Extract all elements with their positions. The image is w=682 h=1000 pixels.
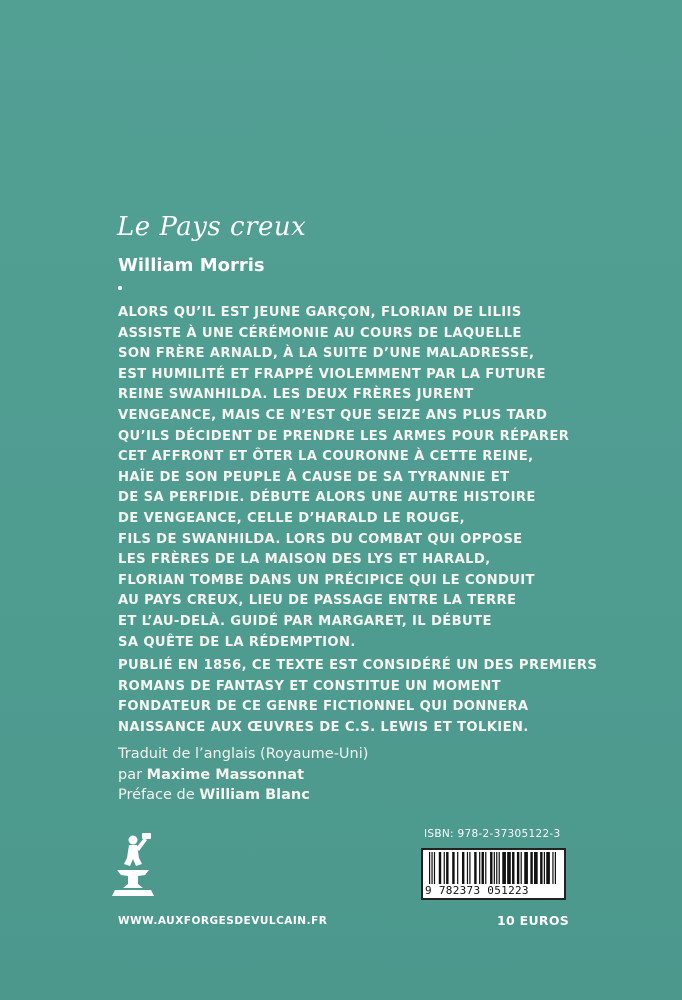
bullet-separator (118, 286, 122, 290)
summary-line: FLORIAN TOMBE DANS UN PRÉCIPICE QUI LE CONDUIT (118, 572, 535, 588)
preface-author-name: William Blanc (199, 787, 310, 803)
book-title: Le Pays creux (117, 212, 307, 242)
barcode-bar (544, 852, 545, 884)
summary-line: LES FRÈRES DE LA MAISON DES LYS ET HARALD, (118, 552, 491, 568)
publication-line: PUBLIÉ EN 1856, CE TEXTE EST CONSIDÉRÉ UN DES PREMIERS (118, 658, 598, 673)
barcode-bar (540, 852, 542, 884)
summary-line: ALORS QU’IL EST JEUNE GARÇON, FLORIAN DE LILIIS (118, 305, 522, 320)
price-label: 10 EUROS (497, 913, 570, 928)
publication-line: ROMANS DE FANTASY ET CONSTITUE UN MOMENT (118, 678, 501, 694)
barcode-bars (423, 850, 564, 886)
barcode-bar (552, 852, 553, 884)
translated-from-line: Traduit de l’anglais (Royaume-Uni) (118, 746, 369, 762)
publication-line: FONDATEUR DE CE GENRE FICTIONNEL QUI DONNERA (118, 699, 529, 715)
summary-line: EST HUMILITÉ ET FRAPPÉ VIOLEMMENT PAR LA FUTURE (118, 366, 546, 382)
publication-line: NAISSANCE AUX ŒUVRES DE C.S. LEWIS ET TOLKIEN. (118, 719, 529, 735)
summary-line: CET AFFRONT ET ÔTER LA COURONNE À CETTE REINE, (118, 449, 534, 465)
publication-note (118, 656, 598, 738)
summary-line: REINE SWANHILDA. LES DEUX FRÈRES JURENT (118, 387, 474, 403)
summary-line: FILS DE SWANHILDA. LORS DU COMBAT QUI OPPOSE (118, 531, 523, 547)
summary-line: SA QUÊTE DE LA RÉDEMPTION. (118, 634, 356, 650)
summary-line: VENGEANCE, MAIS CE N’EST QUE SEIZE ANS PLUS TARD (118, 407, 548, 423)
barcode-bar (429, 852, 430, 884)
summary-line: ET L’AU-DELÀ. GUIDÉ PAR MARGARET, IL DÉBUTE (118, 613, 492, 629)
summary-line: DE VENGEANCE, CELLE D’HARALD LE ROUGE, (118, 510, 465, 526)
barcode-bar (446, 852, 448, 884)
barcode-bar (462, 852, 464, 884)
barcode-bar (512, 852, 514, 884)
summary-line: HAÏE DE SON PEUPLE À CAUSE DE SA TYRANNIE ET (118, 469, 510, 485)
barcode-bar (467, 852, 468, 884)
publisher-website: WWW.AUXFORGESDEVULCAIN.FR (118, 915, 328, 927)
barcode-bar (496, 852, 497, 884)
barcode-bar (530, 852, 532, 884)
preface-prefix: Préface de (118, 787, 195, 803)
barcode-bar (452, 852, 454, 884)
barcode-bar (482, 852, 484, 884)
summary-line: ASSISTE À UNE CÉRÉMONIE AU COURS DE LAQUELLE (118, 325, 522, 341)
summary-text (118, 303, 578, 653)
summary-line: DE SA PERFIDIE. DÉBUTE ALORS UNE AUTRE HISTOIRE (118, 490, 536, 506)
translator-name: Maxime Massonnat (146, 766, 304, 783)
barcode-bar (485, 852, 486, 884)
translator-line (118, 765, 368, 786)
blacksmith-anvil-logo-icon (109, 828, 157, 898)
barcode-bar (524, 852, 528, 884)
barcode-bar (546, 852, 550, 884)
barcode-bar (555, 852, 556, 884)
barcode-bar (457, 852, 458, 884)
translator-prefix: par (118, 766, 143, 783)
barcode-bar (474, 852, 476, 884)
barcode-digits: 9 782373 051223 (425, 884, 529, 897)
preface-line (118, 785, 368, 806)
barcode-bar (534, 852, 538, 884)
book-author: William Morris (118, 255, 265, 276)
barcode-bar (502, 852, 506, 884)
isbn-label: ISBN: 978-2-37305122-3 (424, 828, 561, 840)
barcode-bar (507, 852, 511, 884)
barcode-bar (490, 852, 492, 884)
credits-block (118, 744, 368, 806)
barcode-bar (434, 852, 435, 884)
barcode-bar (517, 852, 519, 884)
barcode-bar (439, 852, 441, 884)
barcode-bar (469, 852, 470, 884)
barcode-bar (479, 852, 480, 884)
barcode-bar (444, 852, 445, 884)
barcode-bar (431, 852, 432, 884)
summary-line: SON FRÈRE ARNALD, À LA SUITE D’UNE MALADRESSE, (118, 346, 535, 362)
barcode-bar (494, 852, 495, 884)
summary-line: AU PAYS CREUX, LIEU DE PASSAGE ENTRE LA TERRE (118, 593, 517, 609)
barcode-bar (521, 852, 522, 884)
barcode-bar (499, 852, 500, 884)
barcode (421, 848, 566, 900)
summary-line: QU’ILS DÉCIDENT DE PRENDRE LES ARMES POUR RÉPARER (118, 428, 570, 444)
